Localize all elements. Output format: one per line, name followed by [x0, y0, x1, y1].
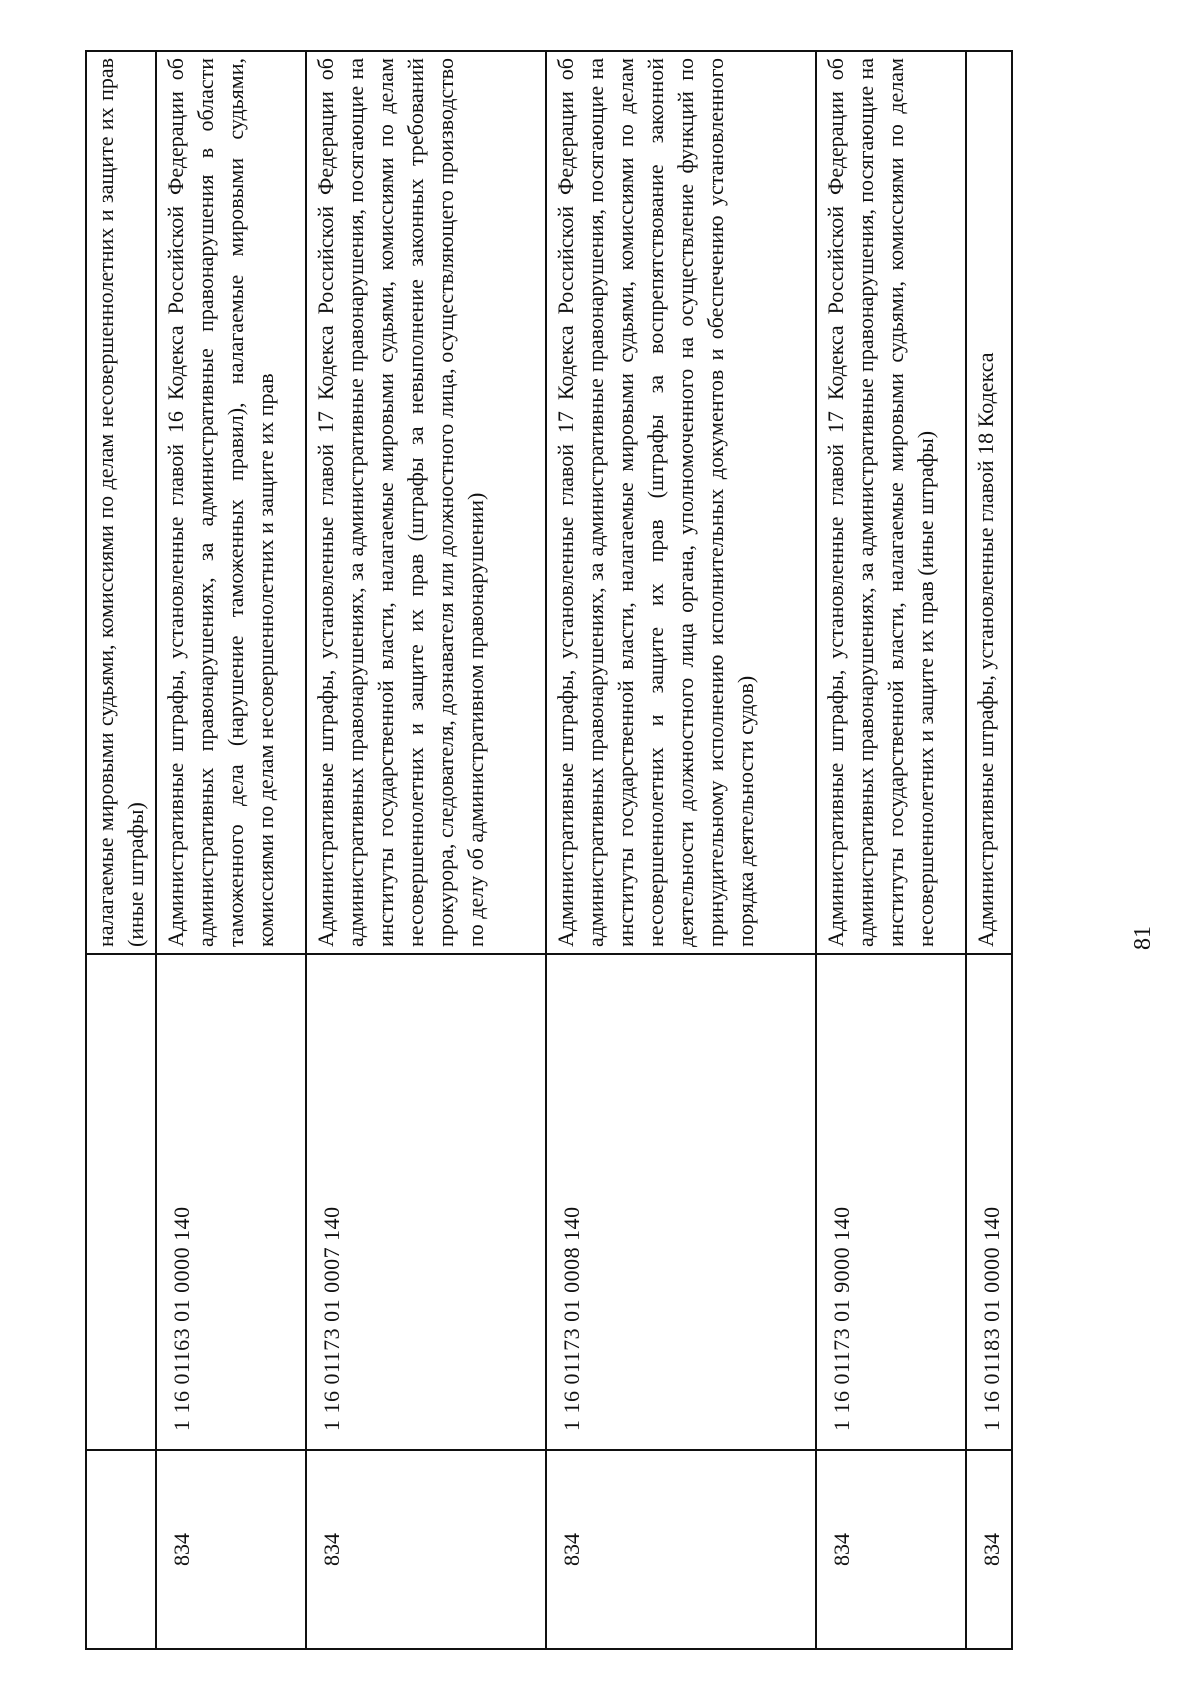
budget-code-cell: 1 16 01173 01 0007 140	[306, 954, 546, 1450]
budget-code-cell: 1 16 01173 01 9000 140	[816, 954, 966, 1450]
page-number: 81	[1130, 926, 1156, 950]
admin-code-cell: 834	[306, 1450, 546, 1649]
budget-code-cell: 1 16 01173 01 0008 140	[546, 954, 816, 1450]
table-row	[156, 51, 306, 1649]
admin-code-cell: 834	[816, 1450, 966, 1649]
budget-codes-table	[85, 50, 1013, 1650]
description-text: Административные штрафы, установленные главой 17 Кодекса Российской Федерации об административных правонарушениях, за административные правонарушения, посягающие на институты государственной власти, налагаемые мировыми судьями, комиссиями по делам несовершеннолетних и защите их прав (штрафы за невыполнение законных требований прокурора, следователя, дознавателя или должностного лица, осуществляющего производство по делу об административном правонарушении)	[313, 58, 488, 947]
description-cell	[966, 51, 1012, 954]
table-row	[86, 51, 156, 1649]
table-row	[546, 51, 816, 1649]
table-row	[816, 51, 966, 1649]
table-row	[306, 51, 546, 1649]
budget-code-cell: 1 16 01163 01 0000 140	[156, 954, 306, 1450]
table-row	[966, 51, 1012, 1649]
description-text: Административные штрафы, установленные главой 17 Кодекса Российской Федерации об административных правонарушениях, за административные правонарушения, посягающие на институты государственной власти, налагаемые мировыми судьями, комиссиями по делам несовершеннолетних и защите их прав (иные штрафы)	[823, 58, 938, 947]
admin-code-cell	[86, 1450, 156, 1649]
description-text: Административные штрафы, установленные главой 17 Кодекса Российской Федерации об административных правонарушениях, за административные правонарушения, посягающие на институты государственной власти, налагаемые мировыми судьями, комиссиями по делам несовершеннолетних и защите их прав (штрафы за воспрепятствование законной деятельности должностного лица органа, уполномоченного на осуществление функций по принудительному исполнению исполнительных документов и обеспечению установленного порядка деятельности судов)	[553, 58, 758, 947]
description-cell	[306, 51, 546, 954]
description-text: Административные штрафы, установленные главой 16 Кодекса Российской Федерации об административных правонарушениях, за административные правонарушения в области таможенного дела (нарушение таможенных правил), налагаемые мировыми судьями, комиссиями по делам несовершеннолетних и защите их прав	[163, 58, 278, 947]
description-cell	[86, 51, 156, 954]
budget-code-cell	[86, 954, 156, 1450]
admin-code-cell: 834	[966, 1450, 1012, 1649]
description-cell	[546, 51, 816, 954]
admin-code-cell: 834	[546, 1450, 816, 1649]
description-cell	[156, 51, 306, 954]
description-text: Административные штрафы, установленные главой 18 Кодекса	[973, 352, 998, 947]
rotated-document-page	[85, 50, 1156, 1650]
description-text: налагаемые мировыми судьями, комиссиями по делам несовершеннолетних и защите их прав (иные штрафы)	[93, 58, 148, 947]
admin-code-cell: 834	[156, 1450, 306, 1649]
description-cell	[816, 51, 966, 954]
budget-code-cell: 1 16 01183 01 0000 140	[966, 954, 1012, 1450]
